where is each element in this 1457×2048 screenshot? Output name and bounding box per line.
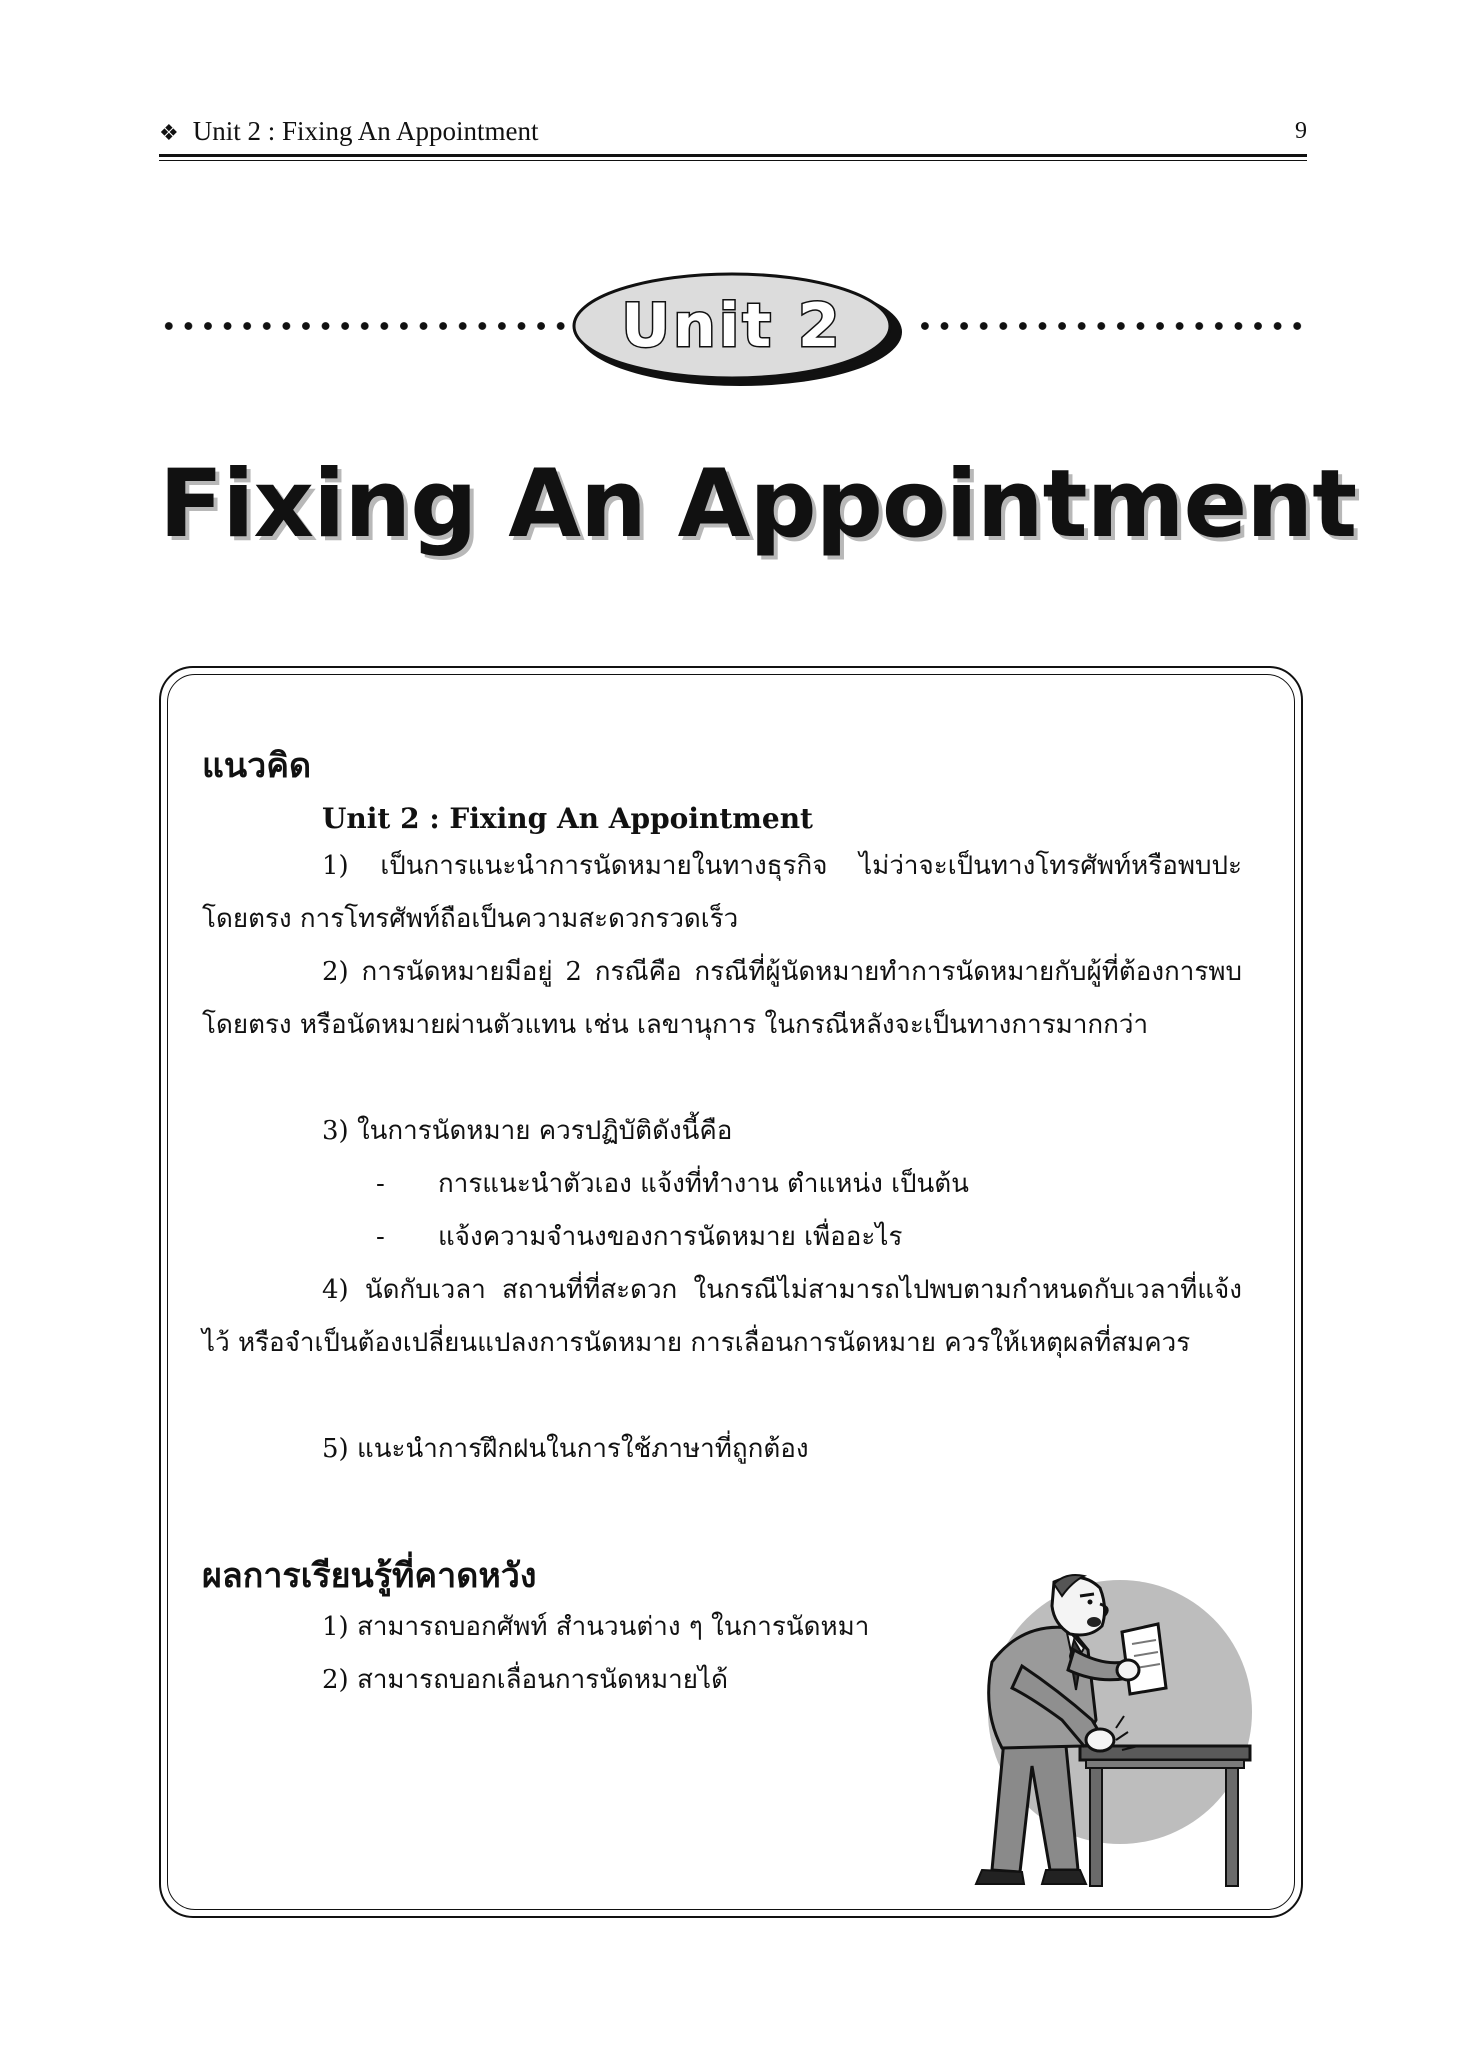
concept-paragraph-1: 1) เป็นการแนะนำการนัดหมายในทางธุรกิจ ไม่ว่าจะเป็นทางโทรศัพท์หรือพบปะโดยตรง การโทรศัพท์ถือเป็นความสะดวกรวดเร็ว bbox=[202, 851, 1242, 934]
unit-badge-label: Unit 2 bbox=[621, 291, 843, 361]
concept-bullet-1 bbox=[376, 1158, 969, 1211]
outcome-item-2: 2) สามารถบอกเลื่อนการนัดหมายได้ bbox=[322, 1665, 728, 1695]
header-rule-thin bbox=[159, 160, 1307, 161]
outcomes-heading: ผลการเรียนรู้ที่คาดหวัง bbox=[202, 1556, 537, 1596]
unit-banner bbox=[159, 270, 1307, 390]
outcome-item-1: 1) สามารถบอกศัพท์ สำนวนต่าง ๆ ในการนัดหมา bbox=[322, 1612, 870, 1642]
running-header-title: Unit 2 : Fixing An Appointment bbox=[192, 116, 539, 146]
bullet-dash: - bbox=[376, 1169, 385, 1199]
concept-bullet-1-text: การแนะนำตัวเอง แจ้งที่ทำงาน ตำแหน่ง เป็นต้น bbox=[438, 1169, 969, 1199]
concept-bullet-2-text: แจ้งความจำนงของการนัดหมาย เพื่ออะไร bbox=[438, 1222, 903, 1252]
bullet-dash: - bbox=[376, 1222, 385, 1252]
dotted-line-left bbox=[159, 320, 579, 332]
header-rule-thick bbox=[159, 154, 1307, 157]
dotted-line-right bbox=[911, 320, 1307, 332]
diamond-bullet-icon: ❖ bbox=[159, 121, 179, 146]
angry-businessman-icon bbox=[962, 1570, 1262, 1900]
concept-subtitle: Unit 2 : Fixing An Appointment bbox=[322, 802, 813, 835]
concept-paragraph-2: 2) การนัดหมายมีอยู่ 2 กรณีคือ กรณีที่ผู้นัดหมายทำการนัดหมายกับผู้ที่ต้องการพบโดยตรง หรือนัดหมายผ่านตัวแทน เช่น เลขานุการ ในกรณีหลังจะเป็นทางการมากกว่า bbox=[202, 957, 1242, 1040]
page-title: Fixing An Appointment bbox=[159, 450, 1357, 559]
concept-paragraph-4: 4) นัดกับเวลา สถานที่ที่สะดวก ในกรณีไม่สามารถไปพบตามกำหนดกับเวลาที่แจ้งไว้ หรือจำเป็นต้องเปลี่ยนแปลงการนัดหมาย การเลื่อนการนัดหมาย ควรให้เหตุผลที่สมควร bbox=[202, 1275, 1242, 1358]
page-number: 9 bbox=[1295, 118, 1307, 144]
unit-badge bbox=[569, 270, 909, 390]
concept-paragraph-3: 3) ในการนัดหมาย ควรปฏิบัติดังนี้คือ bbox=[322, 1116, 733, 1146]
concept-heading: แนวคิด bbox=[202, 746, 312, 786]
businessman-illustration bbox=[962, 1570, 1262, 1900]
running-header-title-group bbox=[159, 116, 539, 147]
concept-paragraph-5: 5) แนะนำการฝึกฝนในการใช้ภาษาที่ถูกต้อง bbox=[322, 1434, 809, 1464]
concept-bullet-2 bbox=[376, 1211, 902, 1264]
running-header bbox=[159, 112, 1307, 162]
